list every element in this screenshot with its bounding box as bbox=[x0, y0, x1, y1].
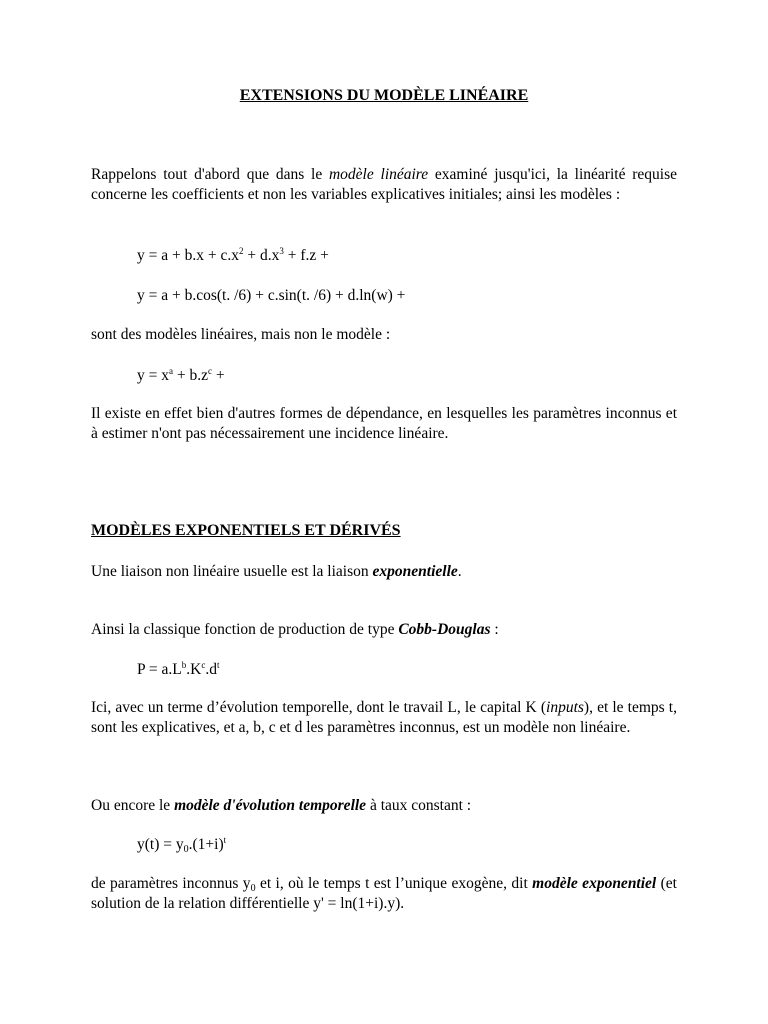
section-paragraph-3: Ici, avec un terme d’évolution temporelle, dont le travail L, le capital K (inputs), et le temps t, sont les explicatives, et a, b, c et d les paramètres inconnus, est un modèle non linéaire. bbox=[91, 699, 677, 736]
intro-paragraph: Rappelons tout d'abord que dans le modèle linéaire examiné jusqu'ici, la linéarité requise concerne les coefficients et non les variables explicatives initiales; ainsi les modèles : bbox=[91, 166, 677, 203]
equation-trigonometric: y = a + b.cos(t. /6) + c.sin(t. /6) + d.ln(w) + bbox=[137, 287, 406, 304]
section-heading: MODÈLES EXPONENTIELS ET DÉRIVÉS bbox=[91, 522, 401, 539]
emphasis-modele-lineaire: modèle linéaire bbox=[328, 166, 429, 183]
equation-polynomial: $y = a + b.x + c.x^2 + d.x^3 + f.z$ + bbox=[137, 246, 329, 264]
intro-paragraph-3: Il existe en effet bien d'autres formes de dépendance, en lesquelles les paramètres inconnus et à estimer n'ont pas nécessairement une incidence linéaire. bbox=[91, 405, 677, 442]
section-paragraph-5: de paramètres inconnus $y_0$ et i, où le temps t est l’unique exogène, dit modèle exponentiel (et solution de la relation différentielle y' = ln(1+i).y). bbox=[91, 875, 677, 912]
section-paragraph-4: Ou encore le modèle d'évolution temporelle à taux constant : bbox=[91, 797, 472, 814]
intro-paragraph-2: sont des modèles linéaires, mais non le modèle : bbox=[91, 326, 391, 343]
equation-nonlinear: $y = x^a + b.z^c$ + bbox=[137, 366, 225, 384]
page-title: EXTENSIONS DU MODÈLE LINÉAIRE bbox=[239, 87, 529, 104]
equation-cobb-douglas: $P = a.L^b.K^c.d^t$ bbox=[137, 660, 220, 678]
section-paragraph-2: Ainsi la classique fonction de production de type Cobb-Douglas : bbox=[91, 621, 499, 638]
section-paragraph-1: Une liaison non linéaire usuelle est la liaison exponentielle. bbox=[91, 563, 462, 580]
equation-exponential: $y(t) = y_0.(1+i)^t$ bbox=[137, 835, 227, 855]
